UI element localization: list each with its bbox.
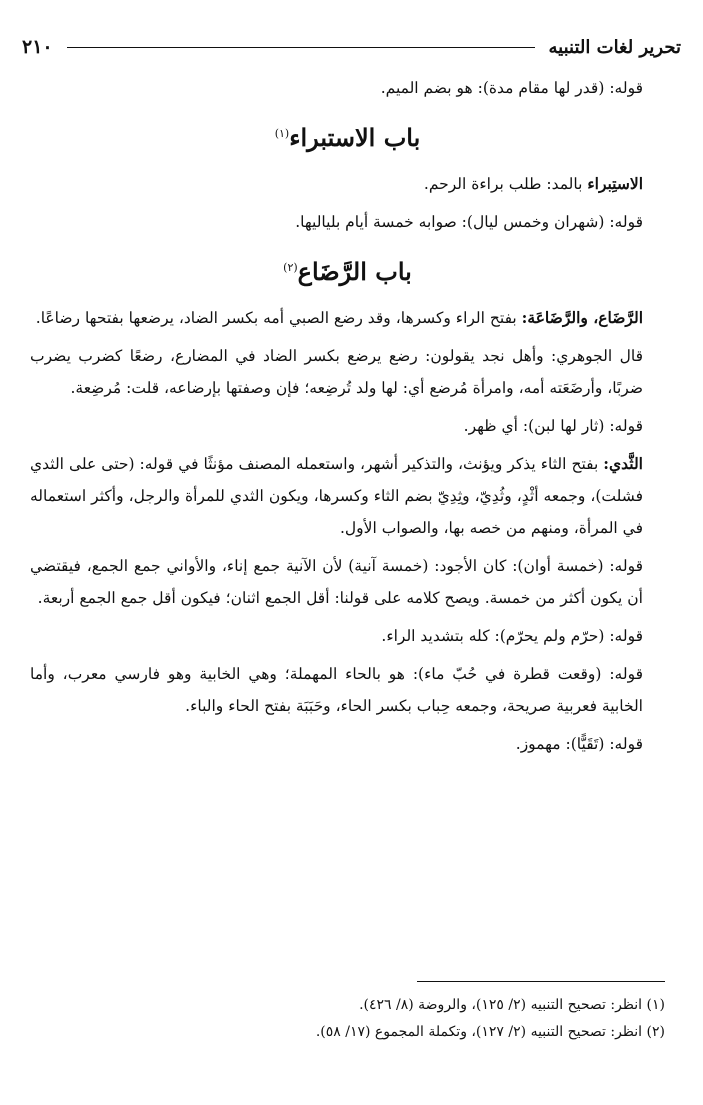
footnote-marker: (١): [274, 127, 290, 140]
footnote: (٢) انظر: تصحيح التنبيه (٢/ ١٢٧)، وتكملة المجموع (١٧/ ٥٨).: [315, 1024, 665, 1040]
heading-text: باب الاستبراء: [289, 123, 421, 152]
chapter-heading-rada: [30, 252, 665, 288]
running-header: [22, 33, 681, 61]
paragraph: قوله: (خمسة أوان): كان الأجود: (خمسة آنية) لأن الآنية جمع إناء، والأواني جمع الجمع، فيقتضي أن يكون أكثر من خمسة. ويصح كلامه على قولنا: أقل الجمع اثنان؛ فيكون أقل جمع الجمع أربعة.: [30, 557, 643, 607]
paragraph: قوله: (ثار لها لبن): أي ظهر.: [463, 417, 643, 435]
paragraph: [30, 302, 665, 334]
defined-term: الاستِبراء: [587, 174, 643, 193]
page-body: [30, 72, 665, 766]
footnote-separator: [417, 981, 665, 982]
paragraph: [30, 448, 665, 544]
definition-text: بفتح الراء وكسرها، وقد رضع الصبي أمه بكسر الضاد، يرضعها بفتحها رضاعًا.: [35, 309, 522, 327]
paragraph: قوله: (وقعت قطرة في حُبّ ماء): هو بالحاء المهملة؛ وهي الخابية وهو فارسي معرب، وأما الخابية فعربية صريحة، وجمعه حِباب بكسر الحاء، وحَبَبَة بفتح الحاء والباء.: [30, 665, 643, 715]
defined-term: الرَّضَاع، والرَّضَاعَة:: [521, 308, 643, 327]
paragraph: قال الجوهري: وأهل نجد يقولون: رضع يرضع بكسر الضاد في المضارع، رضعًا كضرب يضرب ضربًا، وأرضَعَته أمه، وامرأة مُرضع أي: لها ولد تُرضِعه؛ فإن وصفتها بإرضاعه، قلت: مُرضِعة.: [30, 347, 643, 397]
defined-term: الثَّدي:: [603, 454, 643, 473]
heading-text: باب الرَّضَاع: [297, 257, 412, 286]
paragraph: [30, 168, 665, 200]
paragraph: قوله: (شهران وخمس ليال): صوابه خمسة أيام بلياليها.: [295, 213, 643, 231]
definition-text: بفتح الثاء يذكر ويؤنث، والتذكير أشهر، واستعمله المصنف مؤنثًا في قوله: (حتى على الثدي فشلت)، وجمعه أثْدٍ، وثُدِيّ، وثِدِيّ بضم الثاء وكسرها، ويكون الثدي للمرأة والرجل، وأكثر استعماله في المرأة، ومنهم من خصه بها، والصواب الأول.: [30, 455, 643, 537]
chapter-heading-istibra: [30, 118, 665, 154]
definition-text: بالمد: طلب براءة الرحم.: [423, 175, 588, 193]
header-rule: [67, 47, 535, 48]
footnotes: [30, 992, 665, 1046]
page-number: ٢١٠: [22, 36, 53, 58]
paragraph: قوله: (تَقَيًّا): مهموز.: [515, 735, 643, 753]
book-title: تحرير لغات التنبيه: [548, 36, 681, 58]
paragraph: قوله: (حرّم ولم يحرّم): كله بتشديد الراء.: [381, 627, 643, 645]
footnote: (١) انظر: تصحيح التنبيه (٢/ ١٢٥)، والروضة (٨/ ٤٢٦).: [359, 997, 665, 1013]
footnote-marker: (٢): [283, 261, 298, 274]
paragraph: قوله: (قدر لها مقام مدة): هو بضم الميم.: [380, 79, 643, 97]
